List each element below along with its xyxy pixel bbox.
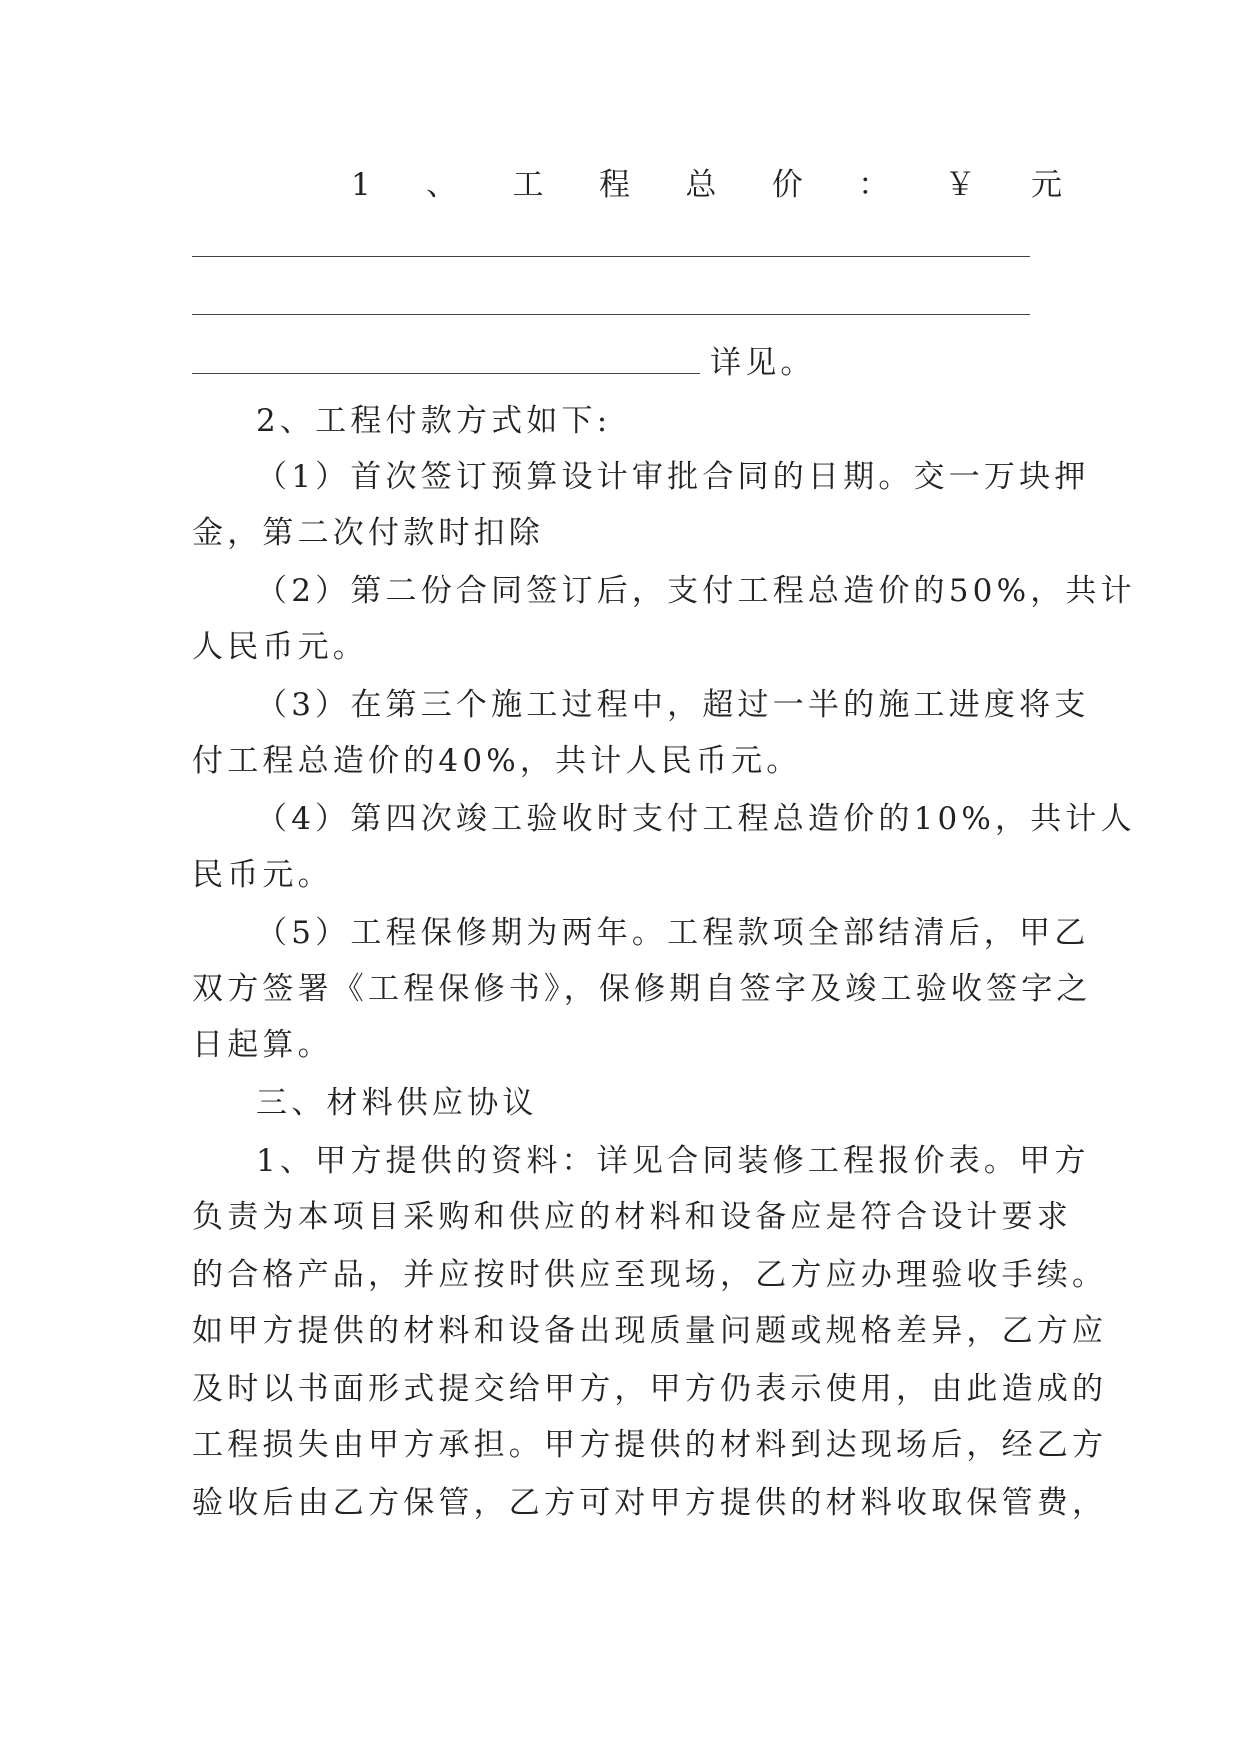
paragraph-line: 验收后由乙方保管，乙方可对甲方提供的材料收取保管费， bbox=[192, 1485, 1108, 1521]
blank-underline bbox=[192, 314, 1030, 315]
total-price-char: 元 bbox=[1030, 167, 1062, 203]
paragraph-line: 人民币元。 bbox=[192, 629, 368, 665]
paragraph-line: 民币元。 bbox=[192, 857, 333, 893]
paragraph-line: 1、甲方提供的资料：详见合同装修工程报价表。甲方 bbox=[256, 1143, 1090, 1179]
paragraph-line: 及时以书面形式提交给甲方，甲方仍表示使用，由此造成的 bbox=[192, 1371, 1108, 1407]
total-price-char: 工 bbox=[512, 167, 544, 203]
paragraph-line: 2、工程付款方式如下: bbox=[256, 403, 612, 439]
paragraph-line: 如甲方提供的材料和设备出现质量问题或规格差异，乙方应 bbox=[192, 1313, 1108, 1349]
paragraph-line: （2）第二份合同签订后，支付工程总造价的50%，共计 bbox=[256, 573, 1136, 609]
detail-reference: 详见。 bbox=[710, 345, 816, 381]
paragraph-line: 的合格产品，并应按时供应至现场，乙方应办理验收手续。 bbox=[192, 1257, 1108, 1293]
total-price-char: ： bbox=[858, 167, 890, 203]
paragraph-line: （1）首次签订预算设计审批合同的日期。交一万块押 bbox=[256, 459, 1090, 495]
paragraph-line: 双方签署《工程保修书》，保修期自签字及竣工验收签字之 bbox=[192, 971, 1092, 1007]
total-price-char: 、 bbox=[426, 167, 458, 203]
paragraph-line: （5）工程保修期为两年。工程款项全部结清后，甲乙 bbox=[256, 915, 1090, 951]
section-heading: 三、材料供应协议 bbox=[256, 1085, 538, 1121]
paragraph-line: 金，第二次付款时扣除 bbox=[192, 515, 544, 551]
total-price-char: ￥ bbox=[944, 167, 976, 203]
total-price-char: 1 bbox=[351, 167, 371, 203]
total-price-char: 总 bbox=[685, 167, 717, 203]
total-price-line bbox=[351, 167, 1062, 203]
total-price-char: 程 bbox=[598, 167, 630, 203]
paragraph-line: （4）第四次竣工验收时支付工程总造价的10%，共计人 bbox=[256, 801, 1136, 837]
blank-underline bbox=[192, 373, 700, 374]
blank-underline bbox=[192, 256, 1030, 257]
total-price-char: 价 bbox=[771, 167, 803, 203]
paragraph-line: 付工程总造价的40%，共计人民币元。 bbox=[192, 743, 802, 779]
paragraph-line: 负责为本项目采购和供应的材料和设备应是符合设计要求 bbox=[192, 1199, 1072, 1235]
paragraph-line: （3）在第三个施工过程中，超过一半的施工进度将支 bbox=[256, 687, 1090, 723]
paragraph-line: 日起算。 bbox=[192, 1027, 333, 1063]
paragraph-line: 工程损失由甲方承担。甲方提供的材料到达现场后，经乙方 bbox=[192, 1427, 1108, 1463]
